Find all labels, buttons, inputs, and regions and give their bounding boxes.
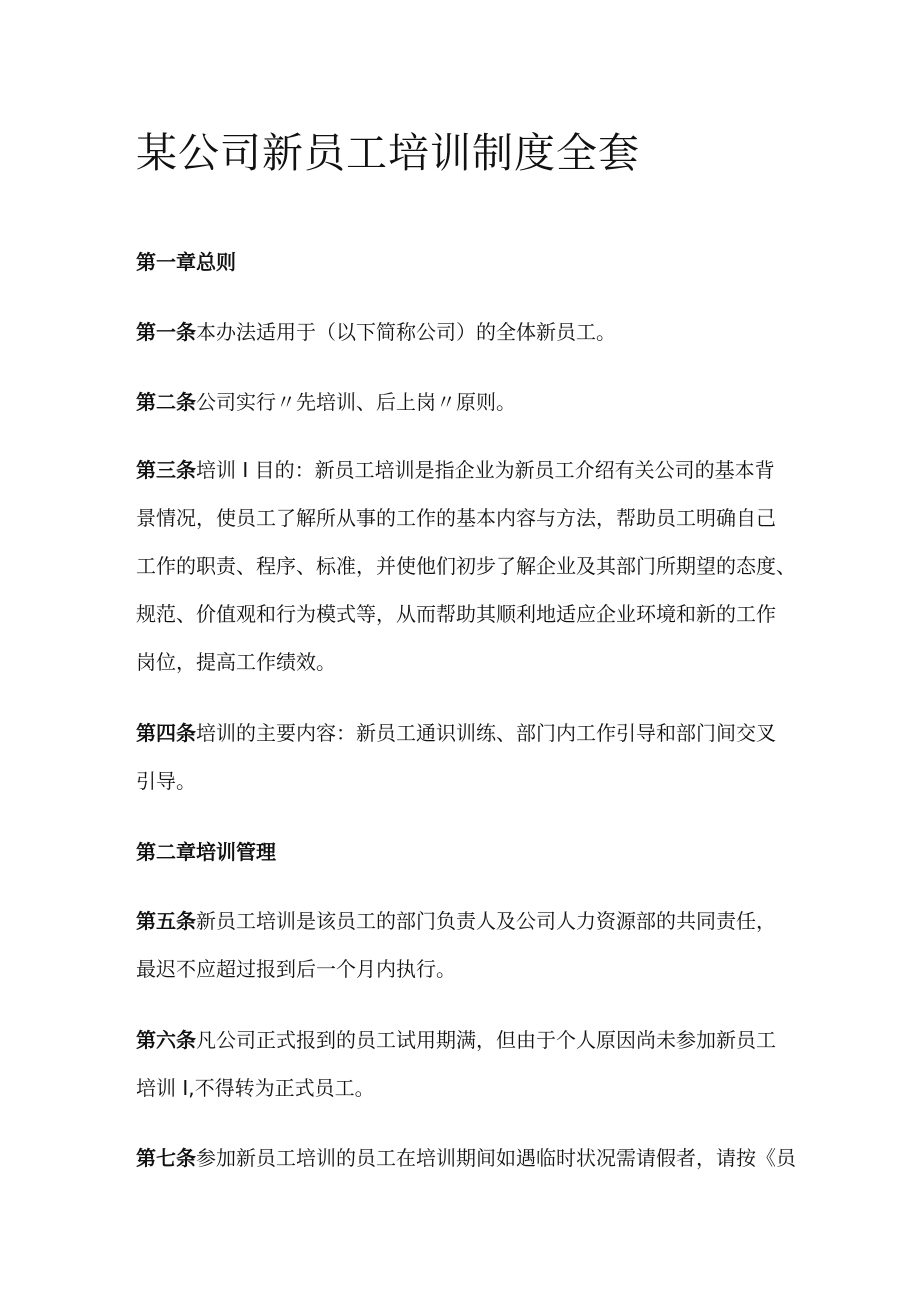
article-3-label: 第三条 (136, 458, 196, 482)
article-6-line-1 (136, 1016, 796, 1064)
article-1-label: 第一条 (136, 320, 196, 344)
article-3-line-5: 岗位，提高工作绩效。 (136, 650, 336, 674)
article-4-text-1: 培训的主要内容：新员工通识训练、部门内工作引导和部门间交叉 (196, 721, 776, 745)
article-5-label: 第五条 (136, 909, 196, 933)
article-3-line-4: 规范、价值观和行为模式等，从而帮助其顺利地适应企业环境和新的工作 (136, 602, 776, 626)
article-2-line-1 (136, 378, 796, 426)
article-7-label: 第七条 (136, 1146, 196, 1170)
article-4-line-2: 引导。 (136, 769, 196, 793)
article-3-line-1 (136, 446, 796, 494)
article-2 (136, 378, 796, 426)
article-5 (136, 897, 796, 993)
article-3 (136, 446, 796, 686)
chapter-1-heading: 第一章总则 (136, 250, 236, 274)
article-6-label: 第六条 (136, 1028, 196, 1052)
article-1-text: 本办法适用于（以下简称公司）的全体新员工。 (196, 320, 616, 344)
article-3-text-1: 培训 I 目的：新员工培训是指企业为新员工介绍有关公司的基本背 (196, 458, 775, 482)
article-1-line-1 (136, 308, 796, 356)
article-4-line-1 (136, 709, 796, 757)
article-2-label: 第二条 (136, 390, 196, 414)
article-3-line-3: 工作的职责、程序、标准，并使他们初步了解企业及其部门所期望的态度、 (136, 554, 796, 578)
article-1 (136, 308, 796, 356)
article-3-line-2: 景情况，使员工了解所从事的工作的基本内容与方法，帮助员工明确自己 (136, 506, 776, 530)
article-4-label: 第四条 (136, 721, 196, 745)
article-5-text-1: 新员工培训是该员工的部门负责人及公司人力资源部的共同责任， (196, 909, 776, 933)
document-title: 某公司新员工培训制度全套 (136, 129, 640, 177)
article-6-text-1: 凡公司正式报到的员工试用期满，但由于个人原因尚未参加新员工 (196, 1028, 776, 1052)
chapter-2-heading: 第二章培训管理 (136, 840, 276, 864)
article-7 (136, 1134, 796, 1182)
article-7-line-1 (136, 1134, 796, 1182)
article-5-line-2: 最迟不应超过报到后一个月内执行。 (136, 957, 456, 981)
article-4 (136, 709, 796, 805)
article-2-text: 公司实行〃先培训、后上岗〃原则。 (196, 390, 516, 414)
article-6 (136, 1016, 796, 1112)
article-6-line-2: 培训 I,不得转为正式员工。 (136, 1076, 375, 1100)
article-7-text-1: 参加新员工培训的员工在培训期间如遇临时状况需请假者，请按《员 (196, 1146, 796, 1170)
article-5-line-1 (136, 897, 796, 945)
